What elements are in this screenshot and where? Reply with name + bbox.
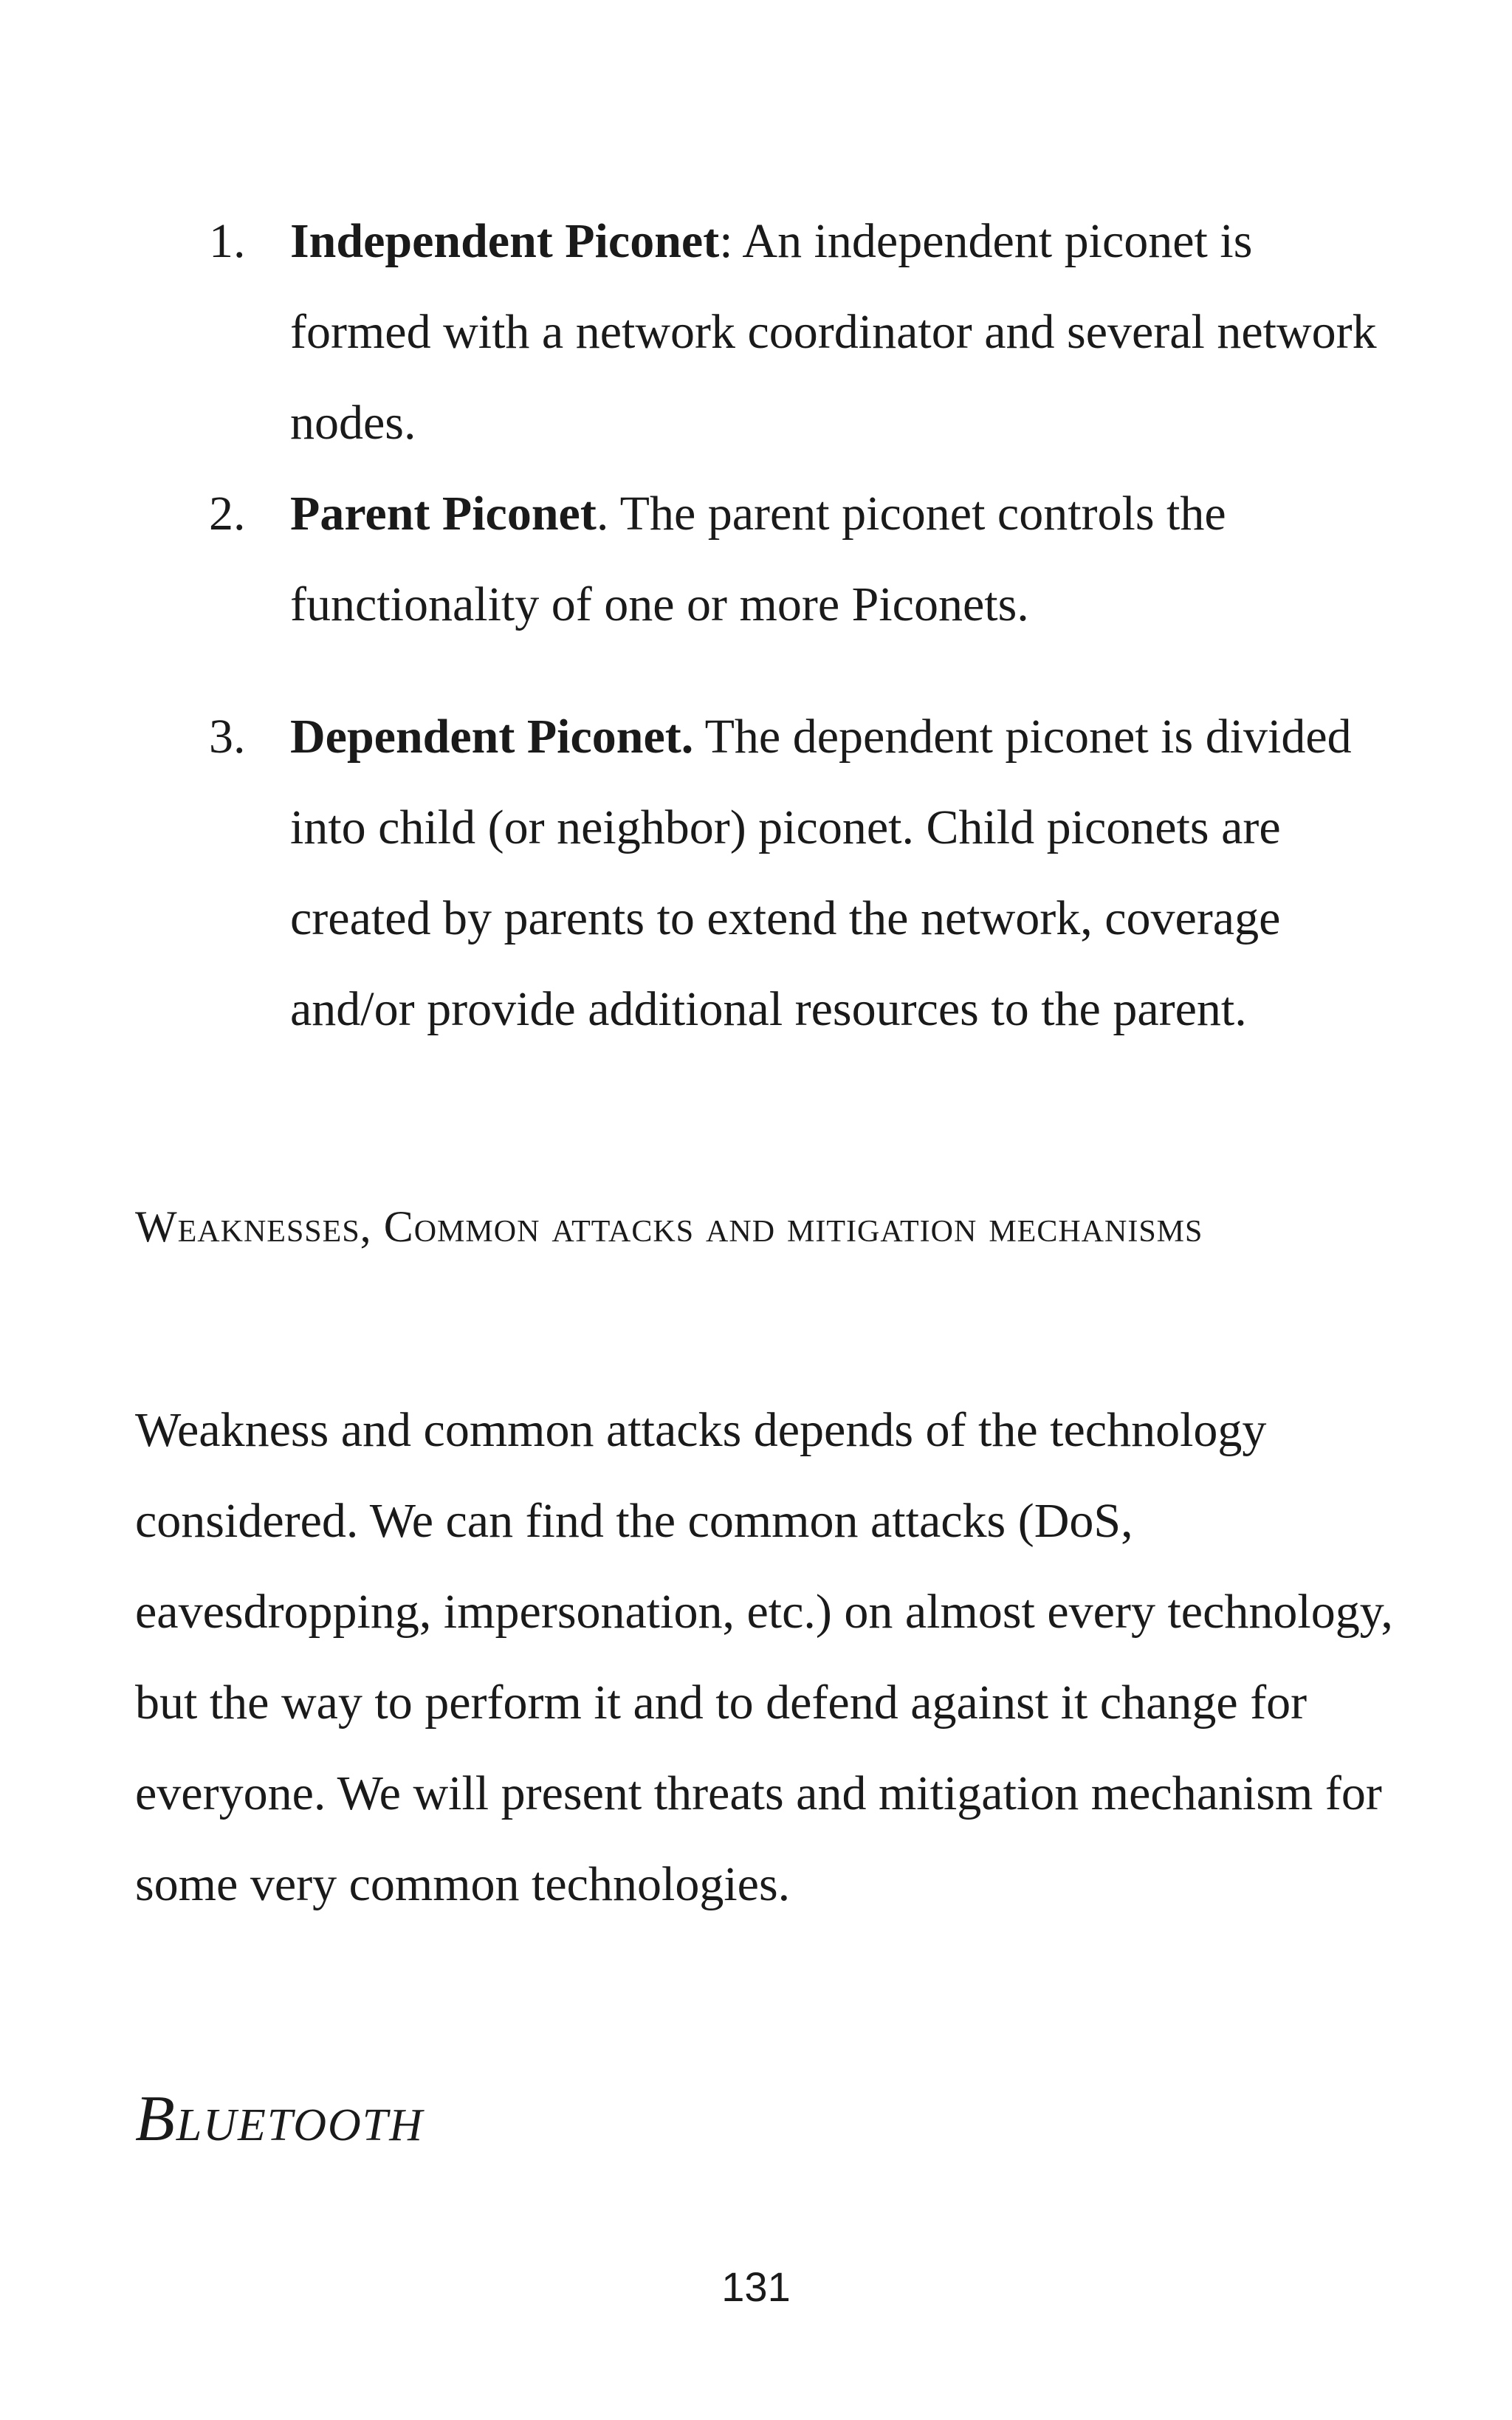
list-item-text: : An independent piconet is formed with a network coordinator and several network nodes. bbox=[290, 214, 1377, 450]
list-item bbox=[209, 468, 1390, 650]
list-item bbox=[209, 196, 1390, 468]
list-item-number: 3. bbox=[209, 710, 246, 764]
heading-text: ommon attacks and mitigation mechanisms bbox=[413, 1202, 1203, 1251]
list-item bbox=[209, 691, 1390, 1055]
list-item-term: Dependent Piconet. bbox=[290, 710, 694, 764]
list-item-term: Parent Piconet bbox=[290, 487, 597, 541]
list-item-term: Independent Piconet bbox=[290, 214, 720, 268]
list-item-number: 1. bbox=[209, 214, 246, 268]
section-heading bbox=[135, 1185, 1405, 1268]
piconet-types-list bbox=[209, 196, 1390, 1055]
list-item-text: . The parent piconet controls the functionality of one or more Piconets. bbox=[290, 487, 1226, 631]
list-item-number: 2. bbox=[209, 487, 246, 541]
page-number: 131 bbox=[721, 2263, 791, 2310]
body-paragraph: Weakness and common attacks depends of the technology considered. We can find the common attacks (DoS, eavesdropping, impersonation, etc.) on almost every technology, but the way to perform it and to defend against it change for everyone. We will present threats and mitigation mechanism for some very common technologies. bbox=[135, 1403, 1393, 1911]
heading-initial: W bbox=[135, 1202, 178, 1251]
subsection-title: Bluetooth bbox=[135, 2083, 425, 2155]
list-item-text: The dependent piconet is divided into child (or neighbor) piconet. Child piconets are created by parents to extend the network, coverage and/or provide additional resources to the parent. bbox=[290, 710, 1352, 1036]
heading-text: eaknesses, bbox=[177, 1202, 384, 1251]
heading-initial: C bbox=[383, 1202, 414, 1251]
